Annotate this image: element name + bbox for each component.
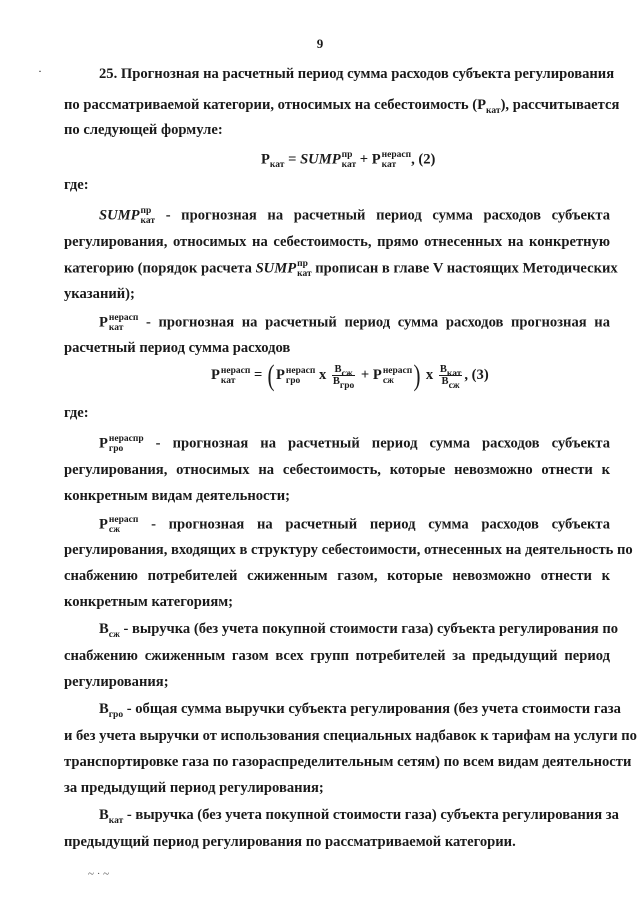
formula-3: Р нерасп кат = ( Р нерасп гро х $\frac{В_{сж}}{В_{гро}}$ + Р нерасп сж ) х $\frac{В_{кат}}{В_{сж}}$ , (3) bbox=[211, 358, 489, 392]
def-v-szh-line1: $В_{сж}$ - выручка (без учета покупной стоимости газа) субъекта регулирования по bbox=[99, 621, 619, 640]
def-v-gro-line1: $В_{гро}$ - общая сумма выручки субъекта регулирования (без учета стоимости газа bbox=[99, 701, 621, 720]
def-p-gro-line1: Р нераспр гро - прогнозная на расчетный период сумма расходов субъекта bbox=[99, 434, 610, 454]
where-label-1: где: bbox=[64, 177, 89, 193]
def-v-szh-line2: снабжению сжиженным газом всех групп потребителей за предыдущий период bbox=[64, 648, 610, 664]
def-p-szh-line1: Р нерасп сж - прогнозная на расчетный период сумма расходов субъекта bbox=[99, 515, 610, 535]
def-v-gro-line3: транспортировке газа по газораспределительным сетям) по всем видам деятельности bbox=[64, 754, 632, 770]
para25-line2: по рассматриваемой категории, относимых на себестоимость $(Р_{кат})$, рассчитывается bbox=[64, 97, 620, 116]
def-p-gro-line2: регулирования, относимых на себестоимость, которые невозможно отнести к bbox=[64, 462, 610, 478]
def-sump-line1: SUMP пр кат - прогнозная на расчетный период сумма расходов субъекта bbox=[99, 206, 610, 226]
def-p-szh-line4: конкретным категориям; bbox=[64, 594, 234, 610]
def-v-gro-line2: и без учета выручки от использования специальных надбавок к тарифам на услуги по bbox=[64, 728, 637, 744]
def-p-szh-line2: регулирования, входящих в структуру себестоимости, отнесенных на деятельность по bbox=[64, 542, 633, 558]
def-p-nerasp-line1: Р нерасп кат - прогнозная на расчетный период сумма расходов прогнозная на bbox=[99, 313, 610, 333]
footer-mark: ~ · ~ bbox=[88, 868, 110, 880]
para25-line1: 25. Прогнозная на расчетный период сумма расходов субъекта регулирования bbox=[99, 66, 615, 82]
where-label-2: где: bbox=[64, 405, 89, 421]
def-sump-line3: категорию (порядок расчета SUMP пр кат прописан в главе V настоящих Методических bbox=[64, 259, 618, 279]
def-p-gro-line3: конкретным видам деятельности; bbox=[64, 488, 290, 504]
def-v-szh-line3: регулирования; bbox=[64, 674, 169, 690]
def-v-kat-line1: $В_{кат}$ - выручка (без учета покупной стоимости газа) субъекта регулирования за bbox=[99, 807, 619, 826]
def-p-nerasp-line2: расчетный период сумма расходов bbox=[64, 340, 291, 356]
formula-2: $Р_{кат}$ = SUMP пр кат + Р нерасп кат , (2) bbox=[261, 150, 436, 171]
def-v-gro-line4: за предыдущий период регулирования; bbox=[64, 780, 324, 796]
def-p-szh-line3: снабжению потребителей сжиженным газом, которые невозможно отнести к bbox=[64, 568, 610, 584]
def-v-kat-line2: предыдущий период регулирования по рассматриваемой категории. bbox=[64, 834, 516, 850]
page-number: 9 bbox=[316, 36, 324, 51]
margin-mark: · bbox=[38, 64, 42, 78]
def-sump-line2: регулирования, относимых на себестоимость, прямо отнесенных на конкретную bbox=[64, 234, 610, 250]
para25-line3: по следующей формуле: bbox=[64, 122, 223, 138]
def-sump-line4: указаний); bbox=[64, 286, 135, 302]
